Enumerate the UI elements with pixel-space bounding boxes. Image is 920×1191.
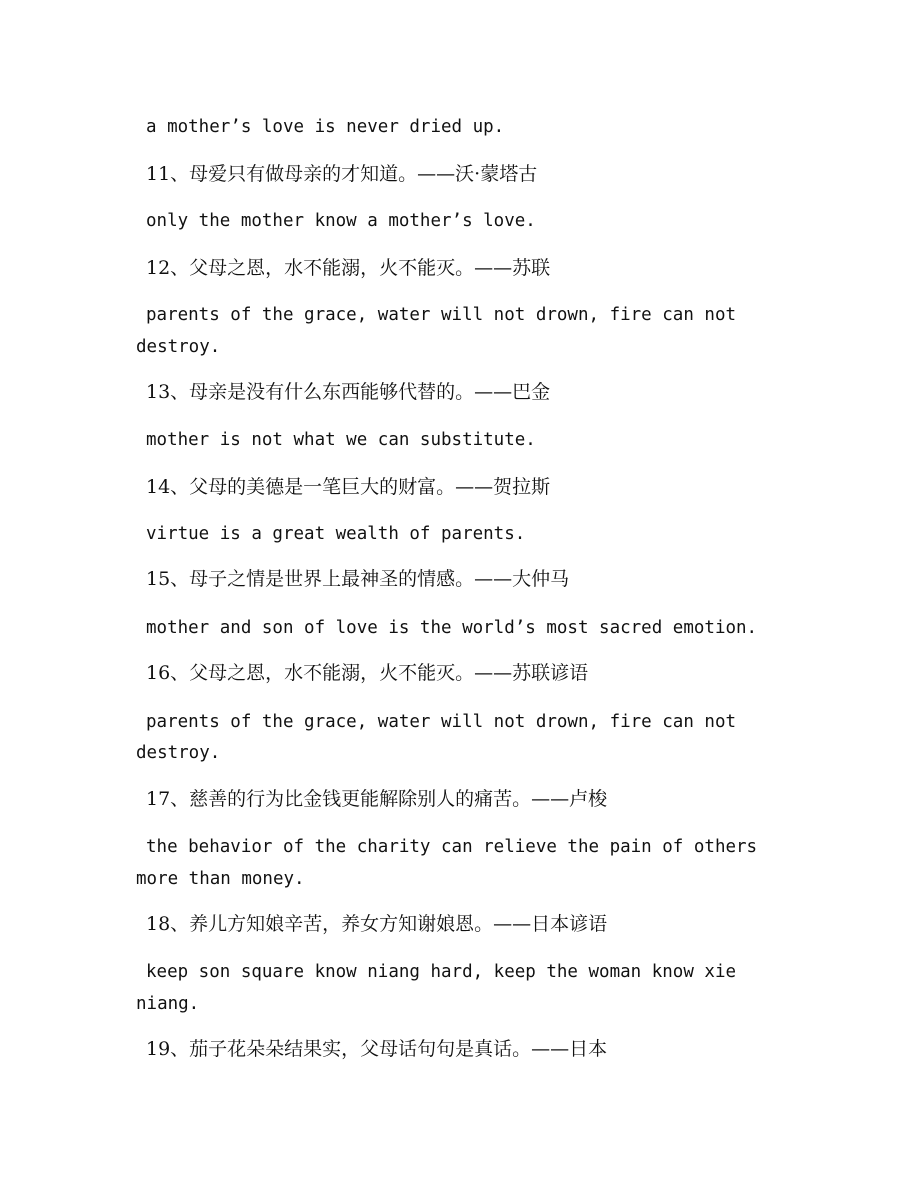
text-line: destroy. bbox=[136, 743, 221, 763]
text-line: virtue is a great wealth of parents. bbox=[146, 524, 526, 544]
text-line: keep son square know niang hard, keep the woman know xie bbox=[146, 962, 737, 982]
text-line: parents of the grace, water will not drown, fire can not bbox=[146, 712, 737, 732]
quote-line: 16、父母之恩，水不能溺，火不能灭。——苏联谚语 bbox=[146, 662, 589, 684]
text-line: mother is not what we can substitute. bbox=[146, 430, 536, 450]
quote-line: 15、母子之情是世界上最神圣的情感。——大仲马 bbox=[146, 568, 570, 590]
text-line: niang. bbox=[136, 994, 200, 1014]
text-line: a mother’s love is never dried up. bbox=[146, 117, 505, 137]
text-line: more than money. bbox=[136, 869, 305, 889]
text-line: parents of the grace, water will not drown, fire can not bbox=[146, 305, 737, 325]
quote-line: 13、母亲是没有什么东西能够代替的。——巴金 bbox=[146, 381, 551, 403]
text-line: destroy. bbox=[136, 337, 221, 357]
text-line: mother and son of love is the world’s most sacred emotion. bbox=[146, 618, 758, 638]
quote-line: 18、养儿方知娘辛苦，养女方知谢娘恩。——日本谚语 bbox=[146, 913, 608, 935]
text-line: only the mother know a mother’s love. bbox=[146, 211, 536, 231]
quote-line: 11、母爱只有做母亲的才知道。——沃·蒙塔古 bbox=[146, 163, 538, 185]
quote-line: 17、慈善的行为比金钱更能解除别人的痛苦。——卢梭 bbox=[146, 788, 608, 810]
quote-line: 12、父母之恩，水不能溺，火不能灭。——苏联 bbox=[146, 257, 551, 279]
quote-line: 14、父母的美德是一笔巨大的财富。——贺拉斯 bbox=[146, 476, 551, 498]
quote-line: 19、茄子花朵朵结果实，父母话句句是真话。——日本 bbox=[146, 1038, 608, 1060]
text-line: the behavior of the charity can relieve the pain of others bbox=[146, 837, 758, 857]
